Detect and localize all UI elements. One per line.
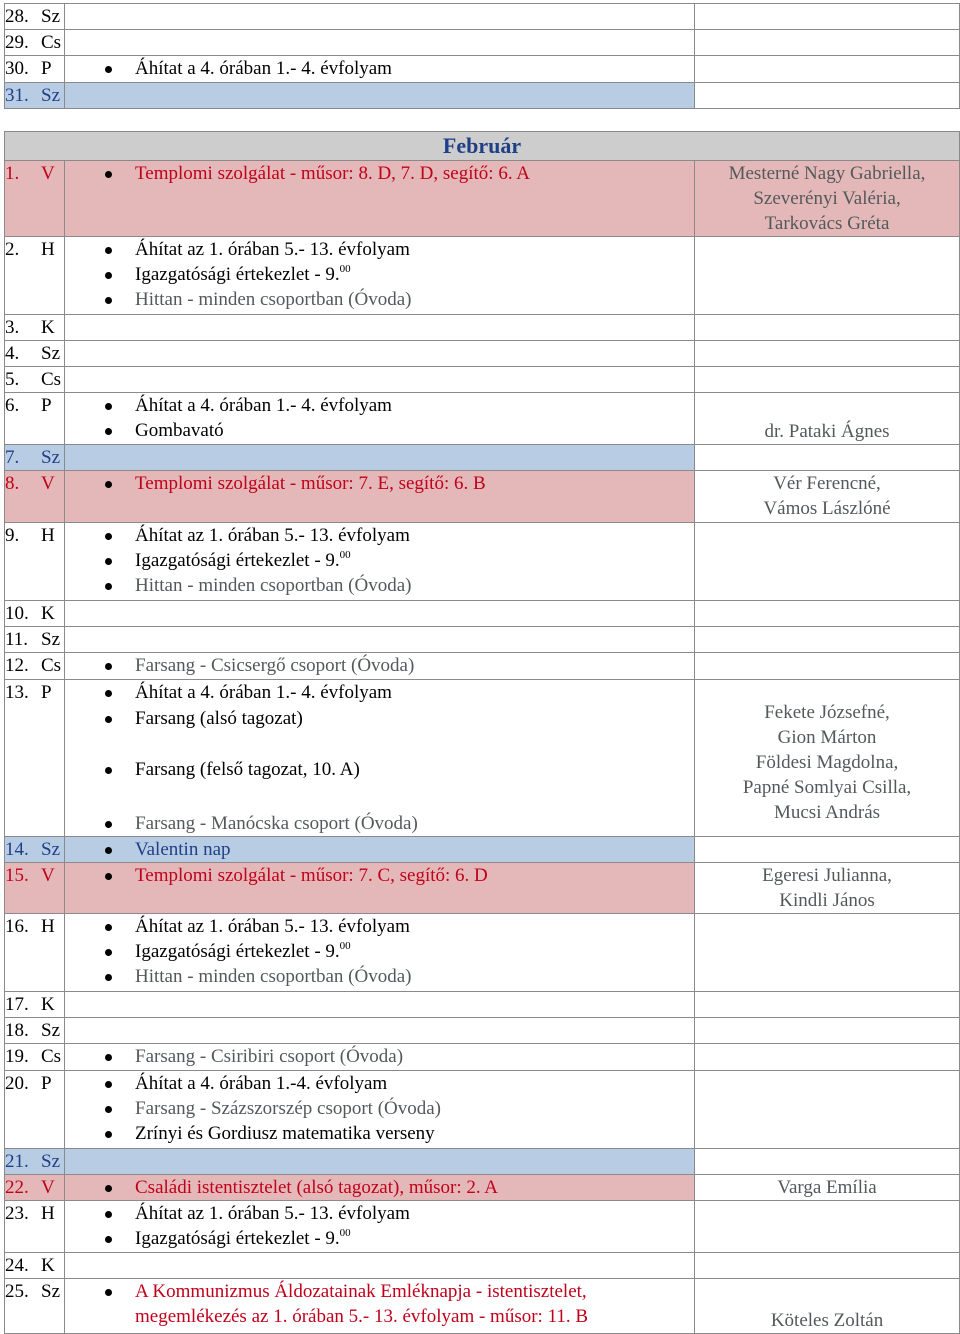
event-text: Hittan - minden csoportban (Óvoda) [135,575,412,596]
table-row [5,445,960,471]
event-item [65,393,694,418]
day-number: 21. [5,1151,29,1172]
table-row [5,1071,960,1149]
weekday-letter: Cs [41,655,62,676]
responsible-name: Mesterné Nagy Gabriella, [728,163,926,184]
event-item [65,471,694,496]
events-cell [65,992,695,1018]
weekday-letter: Cs [41,369,62,390]
day-cell [5,341,65,367]
events-cell [65,837,695,863]
table-row [5,30,960,56]
weekday-letter: V [41,1177,55,1198]
event-item [65,548,694,573]
event-text: Farsang - Százszorszép csoport (Óvoda) [135,1098,442,1119]
event-item [65,237,694,262]
responsible-cell [695,1175,960,1201]
event-item [65,964,694,989]
day-cell [5,1175,65,1201]
day-cell [5,56,65,83]
february-table [4,131,960,1334]
day-cell [5,523,65,601]
day-cell [5,393,65,445]
event-item [65,837,694,862]
weekday-letter: Sz [41,1020,60,1041]
event-item [65,706,694,731]
event-item [65,757,694,782]
events-cell [65,1201,695,1253]
weekday-letter: V [41,473,55,494]
day-cell [5,653,65,680]
event-item [65,863,694,888]
responsible-name: Tarkovács Gréta [764,213,890,234]
table-row [5,523,960,601]
events-cell [65,367,695,393]
events-cell [65,445,695,471]
event-text: Igazgatósági értekezlet - 9. [135,550,340,571]
weekday-letter: K [41,603,55,624]
day-number: 16. [5,916,29,937]
responsible-cell [695,1071,960,1149]
day-number: 11. [5,629,29,650]
responsible-cell [695,393,960,445]
events-cell [65,1149,695,1175]
weekday-letter: H [41,525,55,546]
responsible-name: Vér Ferencné, [773,473,881,494]
weekday-letter: Cs [41,1046,62,1067]
event-text: Igazgatósági értekezlet - 9. [135,1228,340,1249]
event-text: Hittan - minden csoportban (Óvoda) [135,289,412,310]
event-text: Igazgatósági értekezlet - 9. [135,264,340,285]
responsible-name: Gion Márton [777,727,877,748]
event-text: Templomi szolgálat - műsor: 7. E, segítő: 6. B [135,473,486,494]
event-item [65,418,694,443]
events-cell [65,56,695,83]
events-cell [65,83,695,109]
day-number: 28. [5,6,29,27]
event-text: Gombavató [135,420,224,441]
weekday-letter: P [41,58,52,79]
responsible-cell [695,627,960,653]
table-row [5,1018,960,1044]
table-row [5,914,960,992]
day-cell [5,863,65,914]
day-cell [5,367,65,393]
day-number: 17. [5,994,29,1015]
event-text: Farsang - Manócska csoport (Óvoda) [135,813,418,834]
responsible-cell [695,601,960,627]
responsible-cell [695,315,960,341]
day-number: 18. [5,1020,29,1041]
table-row [5,367,960,393]
weekday-letter: K [41,317,55,338]
responsible-cell [695,161,960,237]
responsible-cell [695,341,960,367]
day-number: 29. [5,32,29,53]
day-cell [5,1018,65,1044]
day-cell [5,837,65,863]
table-row [5,1201,960,1253]
events-cell [65,601,695,627]
day-cell [5,471,65,523]
responsible-cell [695,1044,960,1071]
responsible-name: Kindli János [779,890,875,911]
event-text: Farsang (alsó tagozat) [135,708,303,729]
table-row [5,315,960,341]
events-cell [65,4,695,30]
event-text: Zrínyi és Gordiusz matematika verseny [135,1123,435,1144]
events-cell [65,1175,695,1201]
events-cell [65,471,695,523]
day-number: 12. [5,655,29,676]
day-number: 2. [5,239,20,260]
event-item [65,1175,694,1200]
event-text: Farsang - Csicsergő csoport (Óvoda) [135,655,415,676]
day-cell [5,1149,65,1175]
event-item [65,287,694,312]
weekday-letter: Sz [41,343,60,364]
event-text: Áhítat a 4. órában 1.- 4. évfolyam [135,682,392,703]
events-cell [65,161,695,237]
day-number: 1. [5,163,20,184]
event-item [65,914,694,939]
responsible-cell [695,4,960,30]
day-number: 4. [5,343,20,364]
day-number: 15. [5,865,29,886]
weekday-letter: Sz [41,447,60,468]
table-row [5,393,960,445]
day-cell [5,601,65,627]
day-number: 13. [5,682,29,703]
weekday-letter: Sz [41,1281,60,1302]
weekday-letter: Sz [41,85,60,106]
weekday-letter: K [41,1255,55,1276]
event-item [65,939,694,964]
event-text: Áhítat az 1. órában 5.- 13. évfolyam [135,916,410,937]
table-row [5,161,960,237]
responsible-cell [695,680,960,837]
event-text: Áhítat az 1. órában 5.- 13. évfolyam [135,525,410,546]
event-item [65,1226,694,1251]
events-cell [65,680,695,837]
day-number: 19. [5,1046,29,1067]
table-row [5,837,960,863]
responsible-cell [695,367,960,393]
responsible-cell [695,653,960,680]
event-text: A Kommunizmus Áldozatainak Emléknapja - istentisztelet, [135,1281,587,1302]
responsible-cell [695,471,960,523]
day-number: 20. [5,1073,29,1094]
event-text: Valentin nap [135,839,231,860]
event-text: Templomi szolgálat - műsor: 8. D, 7. D, segítő: 6. A [135,163,530,184]
event-item [65,1121,694,1146]
events-cell [65,1071,695,1149]
weekday-letter: Sz [41,6,60,27]
day-number: 7. [5,447,20,468]
responsible-cell [695,56,960,83]
day-number: 23. [5,1203,29,1224]
table-row [5,341,960,367]
responsible-cell [695,992,960,1018]
events-cell [65,627,695,653]
events-cell [65,863,695,914]
event-item [65,523,694,548]
event-item [65,161,694,186]
event-text: Áhítat a 4. órában 1.-4. évfolyam [135,1073,388,1094]
event-item [65,573,694,598]
event-item-continuation [65,1304,694,1329]
january-tail-table [4,3,960,109]
day-number: 3. [5,317,20,338]
responsible-name: Varga Emília [777,1177,877,1198]
responsible-cell [695,1253,960,1279]
events-cell [65,237,695,315]
day-number: 24. [5,1255,29,1276]
table-row [5,627,960,653]
table-row [5,601,960,627]
event-item [65,811,694,836]
responsible-cell [695,237,960,315]
time-superscript: 00 [339,549,351,561]
event-text: Farsang (felső tagozat, 10. A) [135,759,360,780]
table-row [5,56,960,83]
table-row [5,1253,960,1279]
day-number: 14. [5,839,29,860]
event-item [65,1071,694,1096]
responsible-name: Mucsi András [773,802,881,823]
event-text: Családi istentisztelet (alsó tagozat), műsor: 2. A [135,1177,499,1198]
responsible-name: Fekete Józsefné, [764,702,890,723]
day-cell [5,30,65,56]
event-text: Hittan - minden csoportban (Óvoda) [135,966,412,987]
events-cell [65,1044,695,1071]
responsible-name: Köteles Zoltán [770,1310,884,1331]
event-text: Igazgatósági értekezlet - 9. [135,941,340,962]
events-cell [65,1018,695,1044]
weekday-letter: H [41,1203,55,1224]
responsible-name: Vámos Lászlóné [763,498,891,519]
weekday-letter: K [41,994,55,1015]
events-cell [65,653,695,680]
responsible-cell [695,83,960,109]
events-cell [65,30,695,56]
day-number: 9. [5,525,20,546]
weekday-letter: P [41,1073,52,1094]
event-item [65,262,694,287]
event-item [65,1044,694,1069]
day-number: 25. [5,1281,29,1302]
event-text: Templomi szolgálat - műsor: 7. C, segítő: 6. D [135,865,488,886]
month-header-cell [5,132,960,161]
responsible-name: Földesi Magdolna, [755,752,899,773]
time-superscript: 00 [339,940,351,952]
weekday-letter: H [41,239,55,260]
day-cell [5,914,65,992]
event-item [65,1279,694,1304]
event-text: Áhítat a 4. órában 1.- 4. évfolyam [135,395,392,416]
day-cell [5,627,65,653]
day-number: 31. [5,85,29,106]
day-number: 8. [5,473,20,494]
responsible-name: Papné Somlyai Csilla, [742,777,912,798]
events-cell [65,393,695,445]
event-item [65,680,694,705]
event-item [65,653,694,678]
events-cell [65,1253,695,1279]
day-number: 22. [5,1177,29,1198]
day-cell [5,237,65,315]
time-superscript: 00 [339,263,351,275]
responsible-cell [695,914,960,992]
weekday-letter: Sz [41,839,60,860]
day-cell [5,83,65,109]
event-text: Áhítat a 4. órában 1.- 4. évfolyam [135,58,392,79]
day-number: 10. [5,603,29,624]
time-superscript: 00 [339,1227,351,1239]
table-row [5,1175,960,1201]
table-row [5,653,960,680]
responsible-cell [695,523,960,601]
event-item [65,1201,694,1226]
weekday-letter: Sz [41,629,60,650]
event-item [65,56,694,81]
event-text: Farsang - Csiribiri csoport (Óvoda) [135,1046,404,1067]
weekday-letter: Sz [41,1151,60,1172]
events-cell [65,523,695,601]
events-cell [65,1279,695,1334]
weekday-letter: V [41,865,55,886]
table-row [5,1279,960,1334]
responsible-cell [695,837,960,863]
responsible-cell [695,1201,960,1253]
responsible-name: Szeverényi Valéria, [753,188,901,209]
table-row [5,4,960,30]
responsible-cell [695,1279,960,1334]
table-row [5,83,960,109]
weekday-letter: P [41,682,52,703]
day-number: 5. [5,369,20,390]
day-cell [5,1044,65,1071]
day-cell [5,1201,65,1253]
weekday-letter: Cs [41,32,62,53]
day-cell [5,992,65,1018]
responsible-name: dr. Pataki Ágnes [764,421,890,442]
table-row [5,680,960,837]
table-row [5,863,960,914]
table-row [5,1149,960,1175]
events-cell [65,914,695,992]
weekday-letter: H [41,916,55,937]
weekday-letter: P [41,395,52,416]
day-cell [5,1253,65,1279]
responsible-cell [695,863,960,914]
table-row [5,1044,960,1071]
day-cell [5,315,65,341]
month-title: Február [442,133,522,158]
event-text: Áhítat az 1. órában 5.- 13. évfolyam [135,1203,410,1224]
weekday-letter: V [41,163,55,184]
day-cell [5,4,65,30]
day-number: 30. [5,58,29,79]
responsible-cell [695,30,960,56]
events-cell [65,315,695,341]
table-row [5,471,960,523]
table-row [5,237,960,315]
table-row [5,992,960,1018]
day-number: 6. [5,395,20,416]
month-header-row [5,132,960,161]
responsible-cell [695,1149,960,1175]
event-text: Áhítat az 1. órában 5.- 13. évfolyam [135,239,410,260]
responsible-cell [695,1018,960,1044]
day-cell [5,1071,65,1149]
events-cell [65,341,695,367]
responsible-cell [695,445,960,471]
event-item [65,1096,694,1121]
day-cell [5,1279,65,1334]
day-cell [5,161,65,237]
event-text: megemlékezés az 1. órában 5.- 13. évfolyam - műsor: 11. B [135,1306,589,1327]
responsible-name: Egeresi Julianna, [762,865,892,886]
day-cell [5,680,65,837]
day-cell [5,445,65,471]
